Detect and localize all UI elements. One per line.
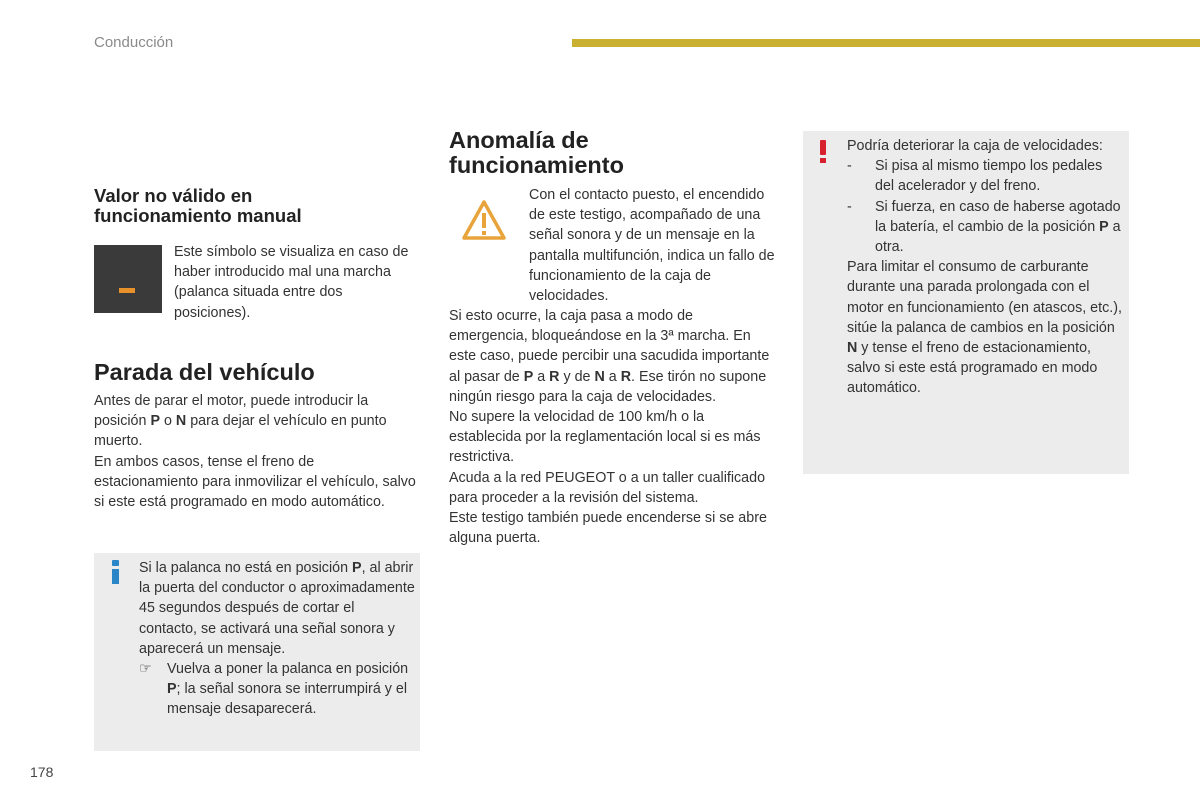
caution-text: Podría deteriorar la caja de velocidades: - Si pisa al mismo tiempo los pedales del acelerador y del freno. - Si fuerza, en caso de haberse agotado la batería, el cambio de la posición P a otra. Para limitar el consumo de carburante durante una parada prolongada con el motor en funcionamiento (en atascos, etc.), sitúe la palanca de cambios en la posición N y tense el freno de estacionamiento, salvo si este está programado en modo automático.	[847, 138, 1122, 397]
anomaly-title: Anomalía de funcionamiento	[449, 127, 624, 178]
page-number: 178	[30, 764, 54, 780]
pointing-hand-icon: ☞	[139, 661, 152, 678]
exclamation-icon	[817, 139, 829, 165]
info-text: Si la palanca no está en posición P, al abrir la puerta del conductor o aproximadamente 45 segundos después de cortar el contacto, se activará una señal sonora y aparecerá un mensaje. ☞ Vuelva a poner la palanca en posición P; la señal sonora se interrumpirá y el mensaje desaparecerá.	[139, 558, 415, 720]
info-icon	[110, 560, 122, 586]
invalid-value-text: Este símbolo se visualiza en caso de haber introducido mal una marcha (palanca situada entre dos posiciones).	[174, 244, 409, 321]
header-accent-bar	[572, 39, 1200, 47]
anomaly-text: Si esto ocurre, la caja pasa a modo de emergencia, bloqueándose en la 3ª marcha. En este caso, puede percibir una sacudida importante al pasar de P a R y de N a R. Ese tirón no supone ningún riesgo para la caja de velocidades. No supere la velocidad de 100 km/h o la establecida por la reglamentación local si es más restrictiva. Acuda a la red PEUGEOT o a un taller cualificado para proceder a la revisión del sistema. Este testigo también puede encenderse si se abre alguna puerta.	[449, 308, 770, 547]
anomaly-intro: Con el contacto puesto, el encendido de este testigo, acompañado de una señal sonora y de un mensaje en la pantalla multifunción, indica un fallo de funcionamiento de la caja de velocidades.	[529, 187, 775, 305]
stop-title: Parada del vehículo	[94, 359, 315, 385]
warning-triangle-icon	[460, 198, 508, 244]
gear-dash-icon	[94, 245, 162, 313]
caution-bullet-2: - Si fuerza, en caso de haberse agotado la batería, el cambio de la posición P a otra.	[847, 198, 1121, 256]
section-label: Conducción	[94, 34, 174, 51]
stop-text: Antes de parar el motor, puede introducir la posición P o N para dejar el vehículo en punto muerto. En ambos casos, tense el freno de estacionamiento para inmovilizar el vehículo, salvo si este está programado en modo automático.	[94, 393, 416, 511]
invalid-value-title: Valor no válido en funcionamiento manual	[94, 185, 302, 226]
info-bullet: ☞ Vuelva a poner la palanca en posición P; la señal sonora se interrumpirá y el mensaje desaparecerá.	[139, 661, 409, 718]
caution-bullet-1: - Si pisa al mismo tiempo los pedales del acelerador y del freno.	[847, 158, 1103, 195]
